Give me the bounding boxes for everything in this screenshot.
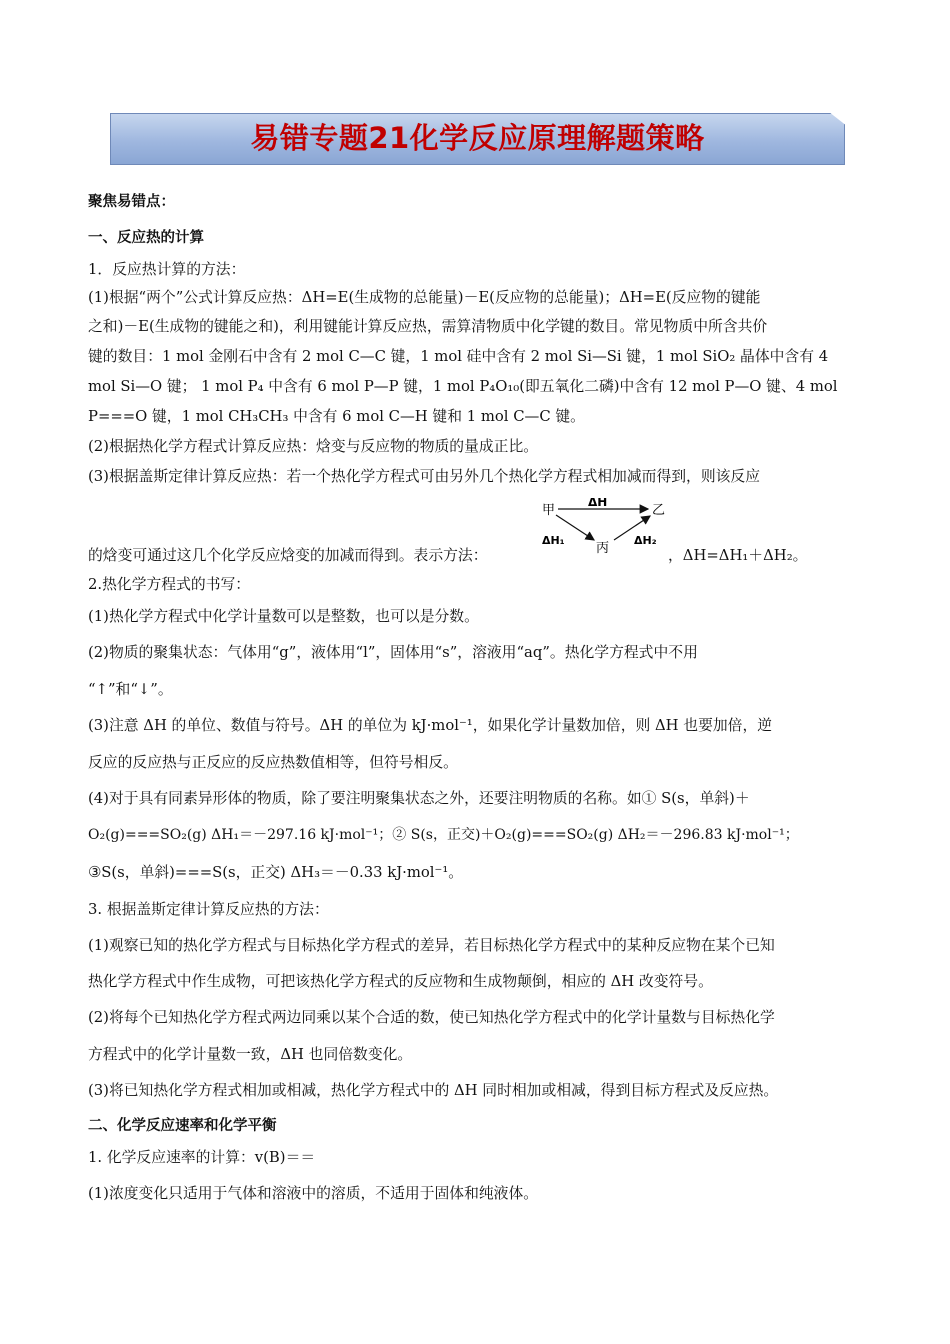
p3-item1b: 热化学方程式中作生成物，可把该热化学方程式的反应物和生成物颠倒，相应的 ΔH 改变符号。 [88,973,713,990]
s2-p1: 1. 化学反应速率的计算：v(B)＝＝ [88,1149,316,1166]
diagram-dh1: ΔH₁ [542,534,565,547]
p2-item2a: (2)物质的聚集状态：气体用“g”，液体用“l”，固体用“s”，溶液用“aq”。热化学方程式中不用 [88,644,698,661]
p3-item2b: 方程式中的化学计量数一致，ΔH 也同倍数变化。 [88,1046,413,1063]
diagram-dh2: ΔH₂ [634,534,657,547]
p2-item3b: 反应的反应热与正反应的反应热数值相等，但符号相反。 [88,754,458,771]
p3-title: 3. 根据盖斯定律计算反应热的方法： [88,901,329,918]
page-title: 易错专题21化学反应原理解题策略 [250,121,705,155]
p1-line1: (1)根据“两个”公式计算反应热：ΔH=E(生成物的总能量)－E(反应物的总能量)；ΔH=E(反应物的键能 [88,289,761,306]
p1-item3a: (3)根据盖斯定律计算反应热：若一个热化学方程式可由另外几个热化学方程式相加减而得到，则该反应 [88,468,761,485]
p3-item3: (3)将已知热化学方程式相加或相减，热化学方程式中的 ΔH 同时相加或相减，得到目标方程式及反应热。 [88,1082,779,1099]
p1-line5: P===O 键，1 mol CH₃CH₃ 中含有 6 mol C—H 键和 1 mol C—C 键。 [88,408,585,425]
diagram-label-a: 甲 [542,503,556,518]
p1-item2: (2)根据热化学方程式计算反应热：焓变与反应物的物质的量成正比。 [88,438,539,455]
p1-title: 1．反应热计算的方法： [88,261,246,278]
p3-item1a: (1)观察已知的热化学方程式与目标热化学方程式的差异，若目标热化学方程式中的某种反应物在某个已知 [88,937,775,954]
p2-item4b: O₂(g)===SO₂(g) ΔH₁＝－297.16 kJ·mol⁻¹；② S(s，正交)＋O₂(g)===SO₂(g) ΔH₂＝－296.83 kJ·mol⁻¹； [88,827,799,843]
p1-line4: mol Si—O 键； 1 mol P₄ 中含有 6 mol P—P 键，1 mol P₄O₁₀(即五氧化二磷)中含有 12 mol P—O 键、4 mol [88,378,838,395]
p2-title: 2.热化学方程式的书写： [88,576,251,593]
p1-line3: 键的数目：1 mol 金刚石中含有 2 mol C—C 键，1 mol 硅中含有 2 mol Si—Si 键，1 mol SiO₂ 晶体中含有 4 [88,348,829,365]
diagram-dh: ΔH [588,498,608,509]
p1-item3c: ，ΔH=ΔH₁＋ΔH₂。 [668,547,808,564]
hess-law-diagram [538,498,678,554]
p2-item1: (1)热化学方程式中化学计量数可以是整数，也可以是分数。 [88,608,479,625]
diagram-label-b: 乙 [652,503,666,518]
s2-p1-item1: (1)浓度变化只适用于气体和溶液中的溶质，不适用于固体和纯液体。 [88,1185,539,1202]
section1-heading: 一、反应热的计算 [88,230,204,246]
p2-item4a: (4)对于具有同素异形体的物质，除了要注明聚集状态之外，还要注明物质的名称。如① S(s，单斜)＋ [88,790,750,807]
p2-item4c: ③S(s，单斜)===S(s，正交) ΔH₃＝－0.33 kJ·mol⁻¹。 [88,864,464,881]
p1-item3b: 的焓变可通过这几个化学反应焓变的加减而得到。表示方法： [88,547,488,564]
focus-heading: 聚焦易错点： [88,194,175,210]
p2-item3a: (3)注意 ΔH 的单位、数值与符号。ΔH 的单位为 kJ·mol⁻¹，如果化学计量数加倍，则 ΔH 也要加倍，逆 [88,717,773,734]
section2-heading: 二、化学反应速率和化学平衡 [88,1118,277,1134]
diagram-label-c: 丙 [596,541,610,554]
p1-line2: 之和)－E(生成物的键能之和)，利用键能计算反应热，需算清物质中化学键的数目。常见物质中所含共价 [88,318,768,335]
p3-item2a: (2)将每个已知热化学方程式两边同乘以某个合适的数，使已知热化学方程式中的化学计量数与目标热化学 [88,1009,775,1026]
p2-item2b: “↑”和“↓”。 [88,681,173,698]
